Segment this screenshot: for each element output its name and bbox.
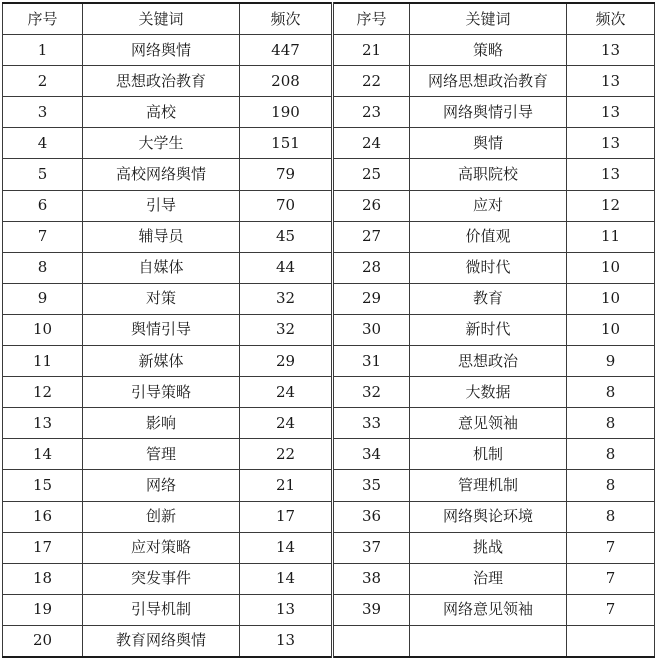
index-cell-right (333, 625, 410, 657)
index-cell-right: 24 (333, 128, 410, 159)
keyword-cell-right: 治理 (410, 563, 567, 594)
keyword-cell-left: 对策 (83, 283, 240, 314)
keyword-cell-right: 思想政治 (410, 346, 567, 377)
freq-cell-left: 17 (240, 501, 333, 532)
index-cell-right: 39 (333, 594, 410, 625)
keyword-cell-right: 应对 (410, 190, 567, 221)
keyword-cell-left: 突发事件 (83, 563, 240, 594)
index-cell-right: 26 (333, 190, 410, 221)
index-cell-right: 29 (333, 283, 410, 314)
table-body (3, 35, 655, 657)
freq-cell-left: 21 (240, 470, 333, 501)
table-row (3, 625, 655, 657)
header-keyword-right: 关键词 (410, 3, 567, 35)
table-row (3, 408, 655, 439)
keyword-cell-left: 辅导员 (83, 221, 240, 252)
keyword-cell-left: 高校网络舆情 (83, 159, 240, 190)
index-cell-left: 13 (3, 408, 83, 439)
table-row (3, 252, 655, 283)
freq-cell-left: 24 (240, 377, 333, 408)
freq-cell-right: 13 (567, 97, 655, 128)
freq-cell-left: 13 (240, 625, 333, 657)
keyword-cell-left: 舆情引导 (83, 314, 240, 345)
table-row (3, 159, 655, 190)
index-cell-left: 15 (3, 470, 83, 501)
index-cell-right: 28 (333, 252, 410, 283)
index-cell-left: 18 (3, 563, 83, 594)
index-cell-right: 33 (333, 408, 410, 439)
keyword-cell-right: 策略 (410, 35, 567, 66)
freq-cell-right: 7 (567, 594, 655, 625)
freq-cell-right: 12 (567, 190, 655, 221)
freq-cell-right: 7 (567, 532, 655, 563)
freq-cell-left: 208 (240, 66, 333, 97)
header-freq-right: 频次 (567, 3, 655, 35)
index-cell-right: 38 (333, 563, 410, 594)
keyword-cell-left: 影响 (83, 408, 240, 439)
freq-cell-left: 79 (240, 159, 333, 190)
freq-cell-right: 10 (567, 314, 655, 345)
keyword-cell-right: 大数据 (410, 377, 567, 408)
keyword-cell-left: 教育网络舆情 (83, 625, 240, 657)
index-cell-left: 20 (3, 625, 83, 657)
header-index-right: 序号 (333, 3, 410, 35)
freq-cell-right: 8 (567, 408, 655, 439)
table-row (3, 594, 655, 625)
freq-cell-left: 13 (240, 594, 333, 625)
freq-cell-right: 13 (567, 128, 655, 159)
index-cell-right: 37 (333, 532, 410, 563)
freq-cell-left: 24 (240, 408, 333, 439)
table-row (3, 314, 655, 345)
freq-cell-right: 11 (567, 221, 655, 252)
index-cell-right: 35 (333, 470, 410, 501)
keyword-cell-right: 网络意见领袖 (410, 594, 567, 625)
table-row (3, 563, 655, 594)
index-cell-right: 21 (333, 35, 410, 66)
table-row (3, 128, 655, 159)
table-row (3, 346, 655, 377)
keyword-cell-right (410, 625, 567, 657)
keyword-cell-left: 思想政治教育 (83, 66, 240, 97)
keyword-cell-right: 意见领袖 (410, 408, 567, 439)
keyword-frequency-table-container (2, 2, 654, 658)
freq-cell-right: 7 (567, 563, 655, 594)
keyword-cell-right: 价值观 (410, 221, 567, 252)
freq-cell-right: 13 (567, 159, 655, 190)
keyword-cell-right: 微时代 (410, 252, 567, 283)
index-cell-left: 1 (3, 35, 83, 66)
index-cell-left: 4 (3, 128, 83, 159)
table-row (3, 66, 655, 97)
index-cell-right: 25 (333, 159, 410, 190)
freq-cell-right: 9 (567, 346, 655, 377)
keyword-cell-right: 教育 (410, 283, 567, 314)
table-row (3, 501, 655, 532)
freq-cell-right: 8 (567, 439, 655, 470)
index-cell-left: 11 (3, 346, 83, 377)
keyword-cell-left: 网络舆情 (83, 35, 240, 66)
keyword-cell-right: 网络舆论环境 (410, 501, 567, 532)
index-cell-left: 19 (3, 594, 83, 625)
index-cell-right: 34 (333, 439, 410, 470)
keyword-cell-right: 新时代 (410, 314, 567, 345)
freq-cell-left: 45 (240, 221, 333, 252)
index-cell-left: 14 (3, 439, 83, 470)
freq-cell-right: 8 (567, 377, 655, 408)
keyword-cell-left: 管理 (83, 439, 240, 470)
freq-cell-right: 8 (567, 501, 655, 532)
freq-cell-right (567, 625, 655, 657)
freq-cell-right: 13 (567, 35, 655, 66)
freq-cell-left: 70 (240, 190, 333, 221)
table-row (3, 377, 655, 408)
index-cell-left: 7 (3, 221, 83, 252)
index-cell-left: 2 (3, 66, 83, 97)
freq-cell-left: 151 (240, 128, 333, 159)
table-row (3, 470, 655, 501)
table-row (3, 190, 655, 221)
keyword-cell-right: 挑战 (410, 532, 567, 563)
index-cell-left: 10 (3, 314, 83, 345)
freq-cell-right: 8 (567, 470, 655, 501)
keyword-cell-right: 网络舆情引导 (410, 97, 567, 128)
freq-cell-left: 32 (240, 314, 333, 345)
keyword-cell-right: 高职院校 (410, 159, 567, 190)
header-keyword-left: 关键词 (83, 3, 240, 35)
index-cell-right: 23 (333, 97, 410, 128)
freq-cell-left: 190 (240, 97, 333, 128)
index-cell-left: 12 (3, 377, 83, 408)
freq-cell-left: 14 (240, 532, 333, 563)
header-index-left: 序号 (3, 3, 83, 35)
header-freq-left: 频次 (240, 3, 333, 35)
keyword-cell-right: 机制 (410, 439, 567, 470)
keyword-cell-left: 自媒体 (83, 252, 240, 283)
keyword-cell-left: 高校 (83, 97, 240, 128)
index-cell-right: 36 (333, 501, 410, 532)
index-cell-right: 31 (333, 346, 410, 377)
freq-cell-left: 447 (240, 35, 333, 66)
index-cell-left: 8 (3, 252, 83, 283)
header-row (3, 3, 655, 35)
freq-cell-left: 29 (240, 346, 333, 377)
index-cell-right: 30 (333, 314, 410, 345)
keyword-cell-right: 网络思想政治教育 (410, 66, 567, 97)
freq-cell-left: 22 (240, 439, 333, 470)
keyword-cell-left: 应对策略 (83, 532, 240, 563)
table-row (3, 221, 655, 252)
freq-cell-left: 32 (240, 283, 333, 314)
keyword-cell-left: 引导机制 (83, 594, 240, 625)
keyword-cell-left: 创新 (83, 501, 240, 532)
freq-cell-left: 14 (240, 563, 333, 594)
table-row (3, 439, 655, 470)
index-cell-left: 3 (3, 97, 83, 128)
freq-cell-right: 10 (567, 252, 655, 283)
keyword-cell-right: 管理机制 (410, 470, 567, 501)
freq-cell-left: 44 (240, 252, 333, 283)
index-cell-right: 27 (333, 221, 410, 252)
table-row (3, 35, 655, 66)
index-cell-right: 32 (333, 377, 410, 408)
index-cell-left: 9 (3, 283, 83, 314)
freq-cell-right: 13 (567, 66, 655, 97)
index-cell-left: 16 (3, 501, 83, 532)
index-cell-left: 6 (3, 190, 83, 221)
keyword-cell-left: 新媒体 (83, 346, 240, 377)
table-row (3, 283, 655, 314)
freq-cell-right: 10 (567, 283, 655, 314)
keyword-cell-left: 大学生 (83, 128, 240, 159)
keyword-cell-left: 引导 (83, 190, 240, 221)
table-row (3, 532, 655, 563)
index-cell-right: 22 (333, 66, 410, 97)
keyword-cell-left: 引导策略 (83, 377, 240, 408)
index-cell-left: 17 (3, 532, 83, 563)
index-cell-left: 5 (3, 159, 83, 190)
keyword-cell-left: 网络 (83, 470, 240, 501)
keyword-frequency-table (2, 2, 655, 658)
keyword-cell-right: 舆情 (410, 128, 567, 159)
table-row (3, 97, 655, 128)
